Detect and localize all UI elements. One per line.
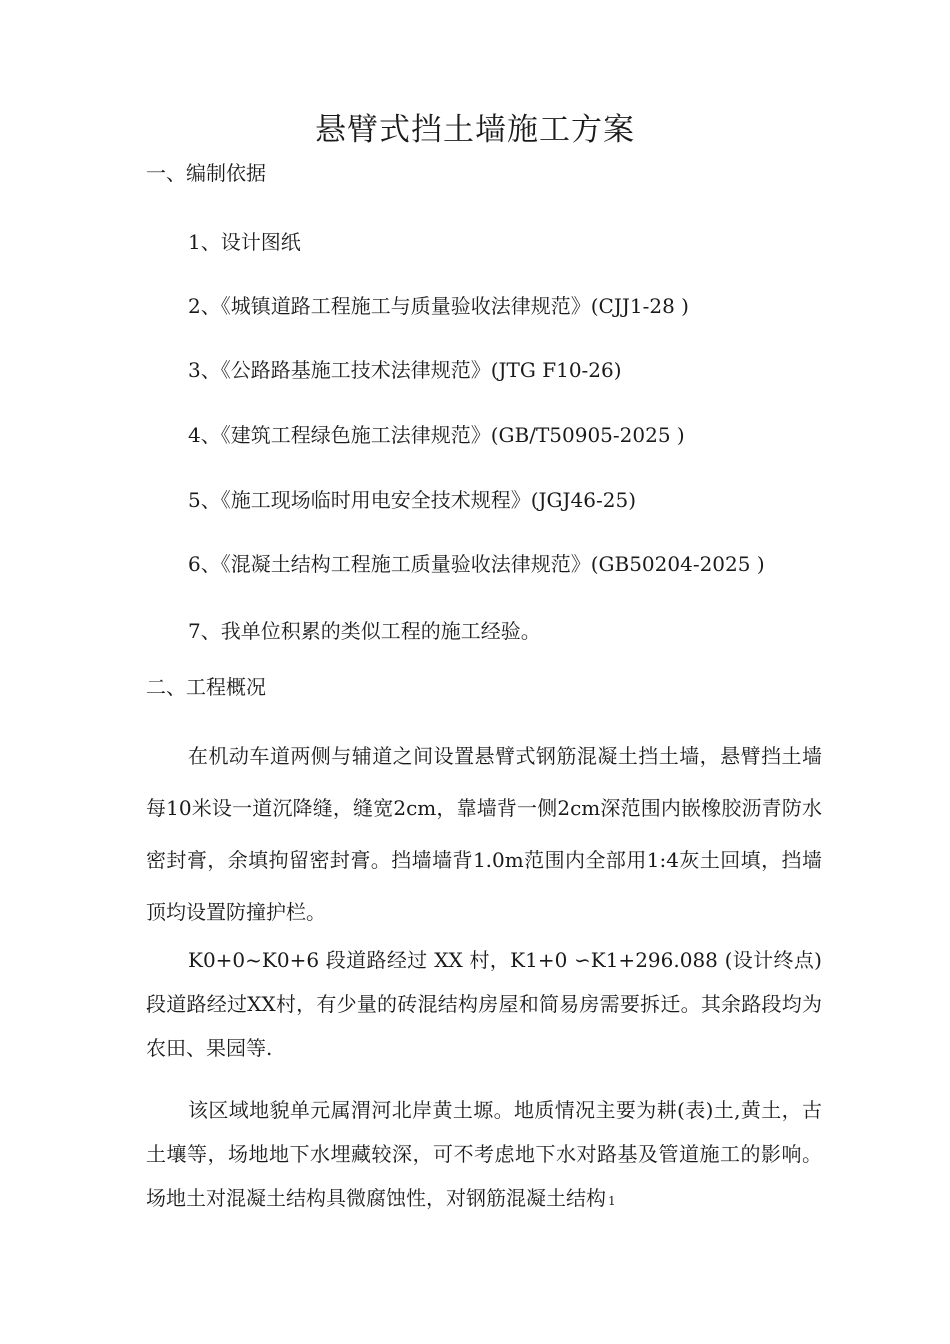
list-item: 4、《建筑工程绿色施工法律规范》(GB/T50905-2025 ) — [188, 423, 685, 447]
list-item: 1、设计图纸 — [188, 230, 301, 254]
section-heading-overview: 二、工程概况 — [146, 675, 266, 699]
list-item: 2、《城镇道路工程施工与质量验收法律规范》(CJJ1-28 ) — [188, 294, 689, 318]
paragraph: K0+0~K0+6 段道路经过 XX 村，K1+0 ∽K1+296.088 (设计终点) 段道路经过XX村，有少量的砖混结构房屋和简易房需要拆迁。其余路段均为农田、果园等. — [146, 948, 822, 1060]
list-item: 3、《公路路基施工技术法律规范》(JTG F10-26) — [188, 358, 622, 382]
list-item: 5、《施工现场临时用电安全技术规程》(JGJ46-25) — [188, 488, 636, 512]
paragraph-text: 该区域地貌单元属渭河北岸黄土塬。地质情况主要为耕(表)土,黄土，古土壤等，场地地下水埋藏较深，可不考虑地下水对路基及管道施工的影响。场地土对混凝土结构具微腐蚀性，对钢筋混凝土结构 — [146, 1098, 822, 1210]
list-item: 6、《混凝土结构工程施工质量验收法律规范》(GB50204-2025 ) — [188, 552, 765, 576]
list-item: 7、我单位积累的类似工程的施工经验。 — [188, 619, 541, 643]
section-heading-basis: 一、编制依据 — [146, 161, 266, 185]
document-title: 悬臂式挡土墙施工方案 — [315, 112, 635, 148]
paragraph-with-page-number — [146, 1088, 822, 1223]
paragraph: 在机动车道两侧与辅道之间设置悬臂式钢筋混凝土挡土墙，悬臂挡土墙每10米设一道沉降缝，缝宽2cm，靠墙背一侧2cm深范围内嵌橡胶沥青防水密封膏，余填拘留密封膏。挡墙墙背1.0m范围内全部用1:4灰土回填，挡墙顶均设置防撞护栏。 — [146, 744, 822, 924]
page-number: 1 — [608, 1194, 616, 1208]
